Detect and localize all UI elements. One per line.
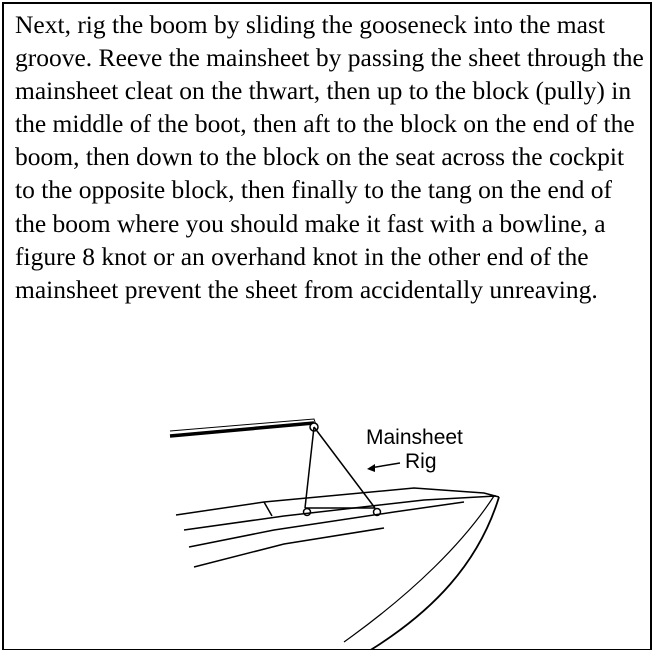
hull-bow — [364, 497, 499, 650]
figure-label-mainsheet: Mainsheet — [366, 426, 463, 449]
mainsheet-lines — [305, 427, 375, 508]
instruction-paragraph: Next, rig the boom by sliding the gooseneck into the mast groove. Reeve the mainsheet by passing the sheet through the mainsheet cleat on the thwart, then up to the block (pully) in the middle of the boot, then aft to the block on the end of the boom, then down to the block on the seat across the cockpit to the opposite block, then finally to the tang on the end of the boom where you should make it fast with a bowline, a figure 8 knot or an overhand knot in the other end of the mainsheet prevent the sheet from accidentally unreaving. — [15, 10, 644, 304]
seat-block-left — [304, 509, 311, 516]
page-frame — [2, 2, 652, 650]
figure-label-rig: Rig — [405, 450, 437, 473]
hull-gunwale — [176, 488, 499, 515]
mainsheet-rig-illustration — [164, 392, 504, 650]
